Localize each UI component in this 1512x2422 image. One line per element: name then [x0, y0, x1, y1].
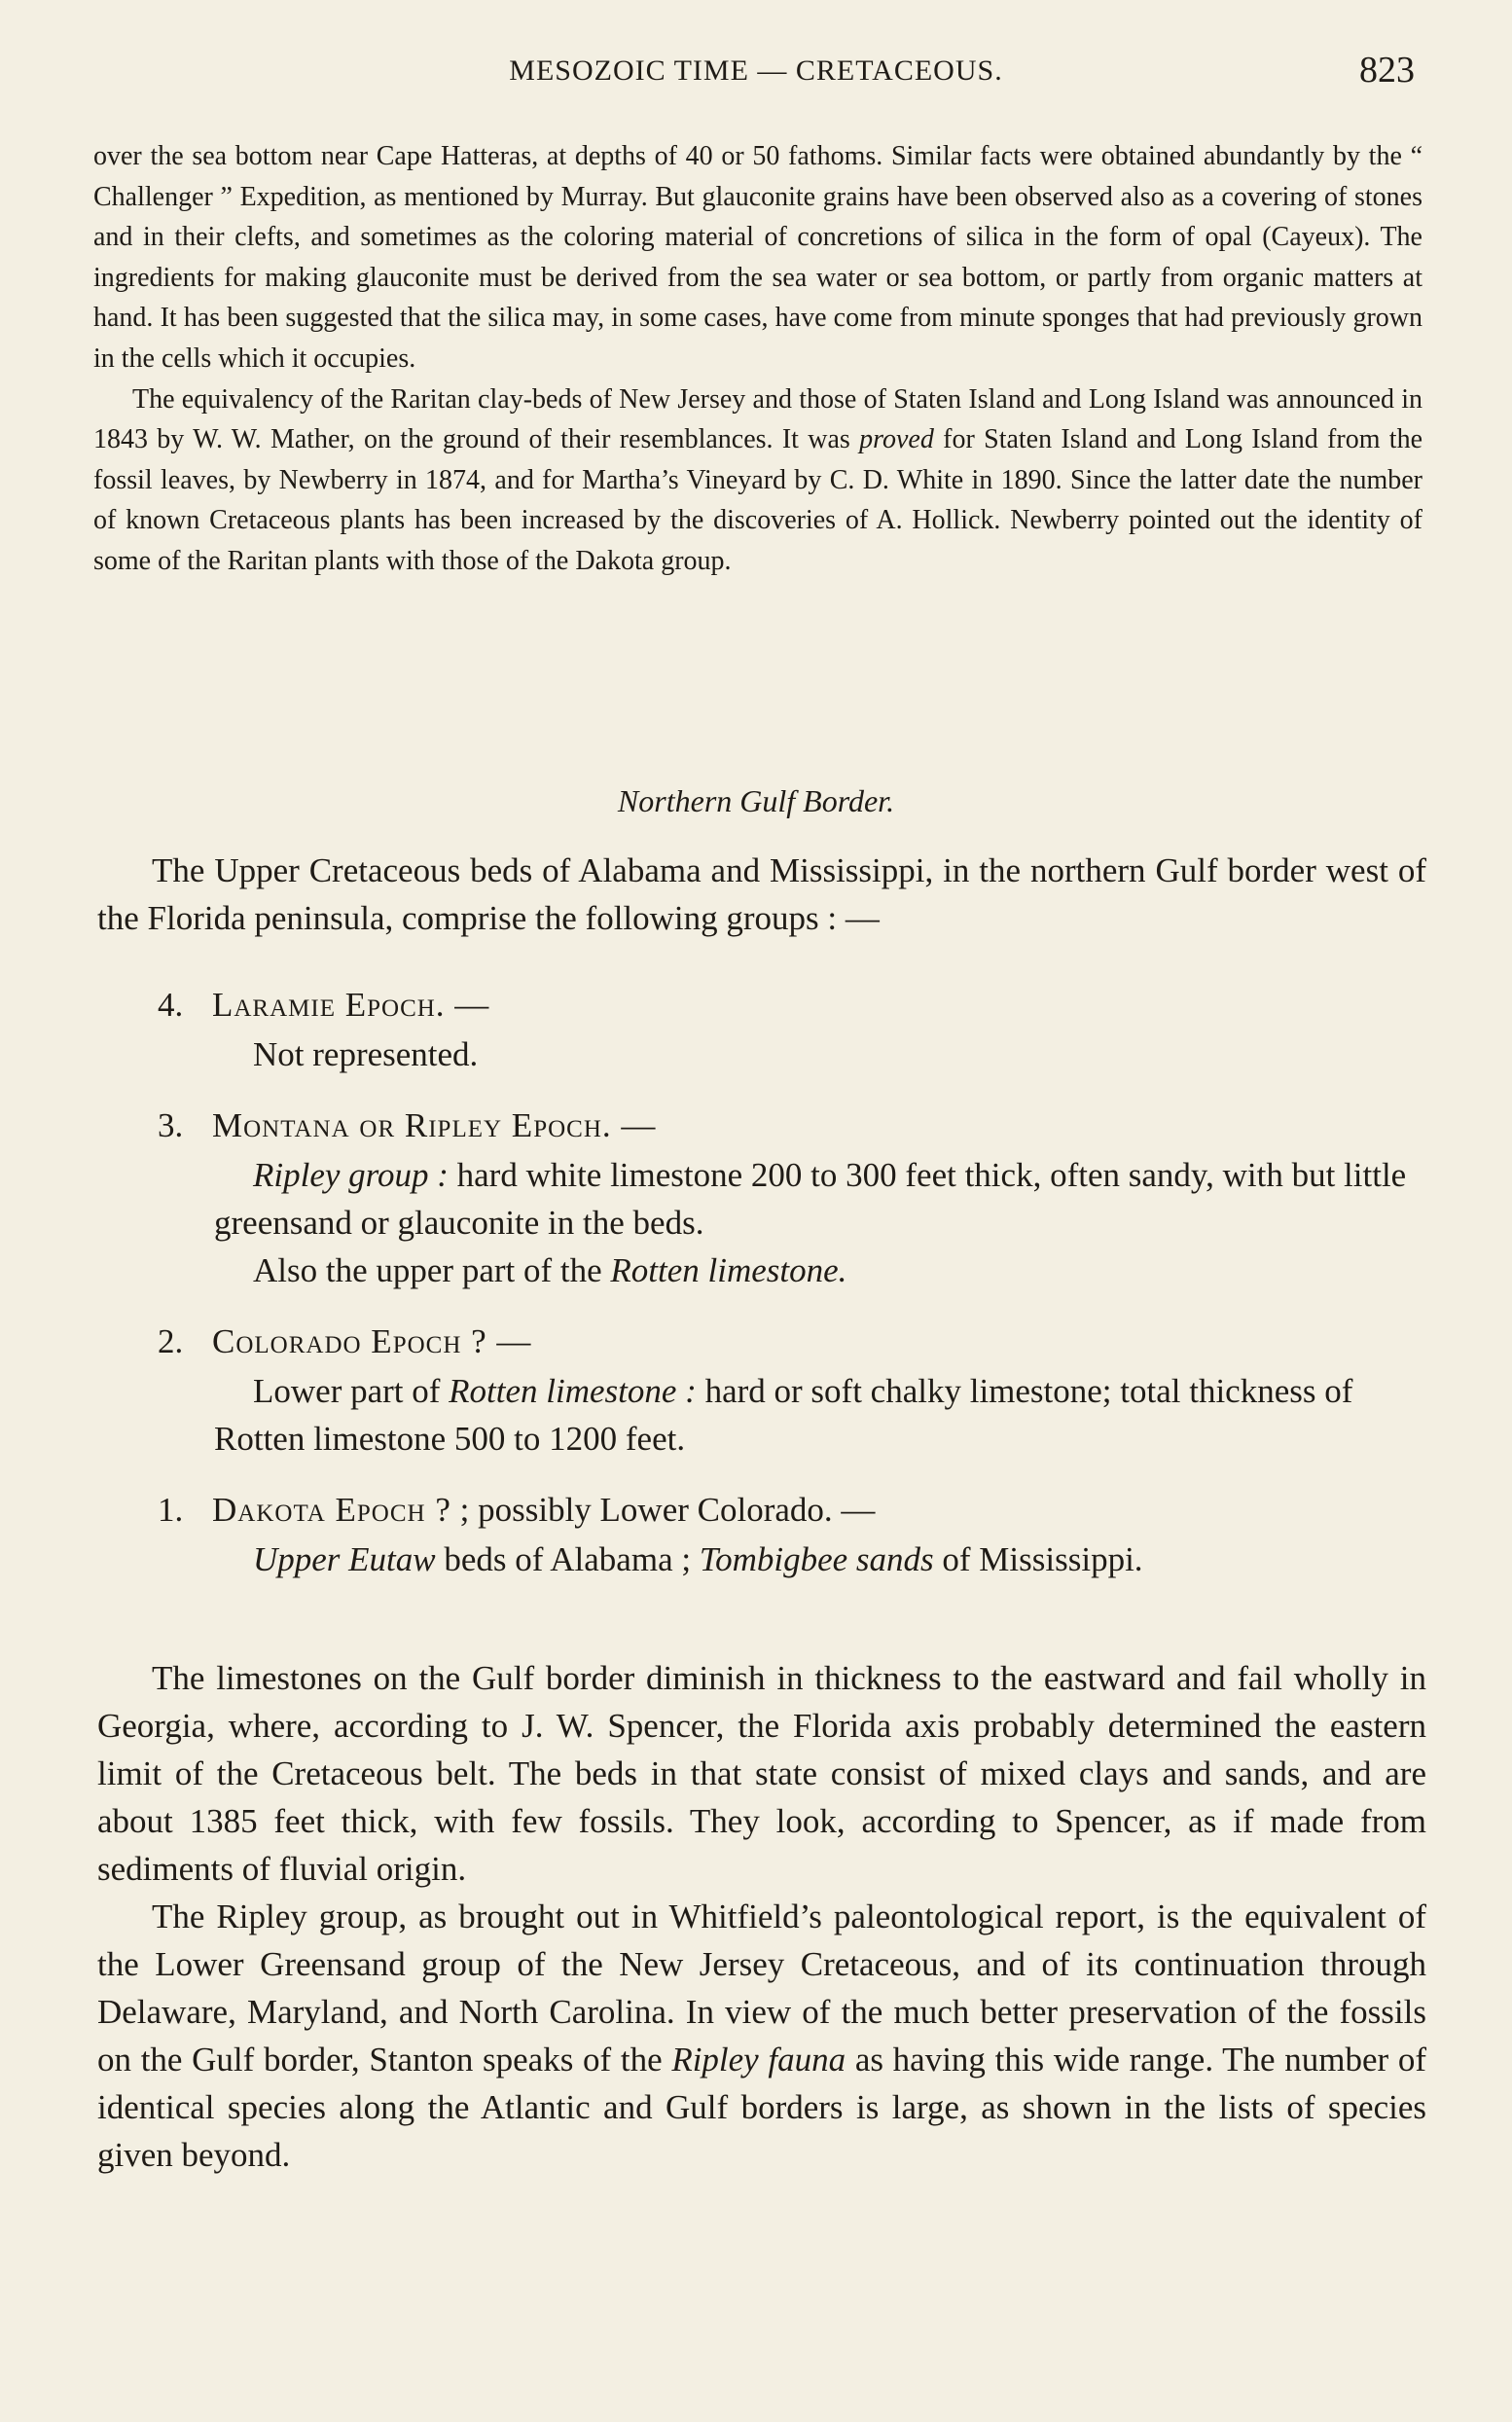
text-span: hard or soft chalky limestone; total thickness of Rotten limestone 500 to 1200 feet. — [214, 1372, 1353, 1458]
italic-span: Ripley group : — [253, 1156, 449, 1194]
text-span: hard white limestone 200 to 300 feet thick, often sandy, with but little greensand or glauconite in the beds. — [214, 1156, 1407, 1242]
text-span: The equivalency of the Raritan clay-beds of New Jersey and those of Staten Island and Long Island was announced in 1843 by W. W. Mather, on the ground of their resemblances. It was — [93, 383, 1422, 455]
text-span: The Ripley group, as brought out in Whitfield’s paleontological report, is the equivalent of the Lower Greensand group of the New Jersey Cretaceous, and of its continuation through Delaware, Maryland, and North Carolina. In view of the much better preservation of the fossils on the Gulf border, Stanton speaks of the — [97, 1898, 1426, 2079]
epoch-item — [97, 1486, 1426, 1583]
text-span: of Mississippi. — [933, 1540, 1143, 1578]
paragraph-ripley — [97, 1893, 1426, 2179]
running-head: MESOZOIC TIME — CRETACEOUS. — [509, 54, 1003, 87]
epoch-heading — [158, 981, 1426, 1029]
italic-span: Tombigbee sands — [699, 1540, 934, 1578]
paragraph-limestones: The limestones on the Gulf border diminish in thickness to the eastward and fail wholly in Georgia, where, according to J. W. Spencer, the Florida axis probably determined the eastern limit of the Cretaceous belt. The beds in that state consist of mixed clays and sands, and are about 1385 feet thick, with few fossils. They look, according to Spencer, as if made from sediments of fluvial origin. — [97, 1659, 1426, 1888]
page-number: 823 — [1359, 50, 1415, 90]
epoch-title-rest: ; possibly Lower Colorado. — — [450, 1491, 876, 1529]
epoch-detail — [214, 1536, 1426, 1583]
epoch-detail — [214, 1151, 1426, 1247]
body-text-large — [97, 1654, 1426, 2179]
epoch-title: Colorado Epoch ? — — [212, 1322, 532, 1360]
text-span: as having this wide range. The number of identical species along the Atlantic and Gulf borders is large, as shown in the lists of species given beyond. — [97, 2041, 1426, 2174]
epoch-list — [97, 981, 1426, 1607]
text-span: Lower part of — [253, 1372, 450, 1410]
paragraph-glauconite: over the sea bottom near Cape Hatteras, at depths of 40 or 50 fathoms. Similar facts were obtained abundantly by the “ Challenger ” Expedition, as mentioned by Murray. But glauconite grains have been observed also as a covering of stones and in their clefts, and sometimes as the coloring material of concretions of silica in the form of opal (Cayeux). The ingredients for making glauconite must be derived from the sea water or sea bottom, or partly from organic matters at hand. It has been suggested that the silica may, in some cases, have come from minute sponges that had previously grown in the cells which it occupies. — [93, 141, 1422, 374]
body-text-small — [93, 136, 1422, 582]
epoch-detail — [214, 1367, 1426, 1463]
epoch-heading — [158, 1102, 1426, 1149]
intro-paragraph: The Upper Cretaceous beds of Alabama and Mississippi, in the northern Gulf border west of the Florida peninsula, comprise the following groups : — — [97, 851, 1426, 937]
epoch-number: 2. — [158, 1322, 184, 1360]
section-title: Northern Gulf Border. — [617, 783, 895, 818]
epoch-heading — [158, 1318, 1426, 1365]
intro-paragraph-block — [97, 847, 1426, 942]
epoch-heading — [158, 1486, 1426, 1534]
epoch-number: 4. — [158, 986, 184, 1024]
epoch-number: 3. — [158, 1106, 184, 1144]
epoch-detail — [214, 1247, 1426, 1294]
page-header — [97, 49, 1415, 97]
text-span: Also the upper part of the — [253, 1251, 611, 1289]
paragraph-raritan — [93, 380, 1422, 582]
italic-span: proved — [859, 424, 934, 455]
epoch-detail: Not represented. — [253, 1035, 479, 1073]
italic-span: Ripley fauna — [671, 2041, 846, 2079]
text-span: beds of Alabama ; — [435, 1540, 700, 1578]
epoch-title: Laramie Epoch. — — [212, 986, 490, 1024]
italic-span: Rotten limestone. — [610, 1251, 847, 1289]
epoch-item — [97, 981, 1426, 1078]
epoch-item — [97, 1318, 1426, 1463]
epoch-title: Dakota Epoch ? — [212, 1491, 451, 1529]
epoch-item — [97, 1102, 1426, 1294]
italic-span: Rotten limestone : — [449, 1372, 697, 1410]
epoch-title: Montana or Ripley Epoch. — — [212, 1106, 657, 1144]
text-span: for Staten Island and Long Island from the fossil leaves, by Newberry in 1874, and for Martha’s Vineyard by C. D. White in 1890. Since the latter date the number of known Cretaceous plants has been increased by the discoveries of A. Hollick. Newberry pointed out the identity of some of the Raritan plants with those of the Dakota group. — [93, 424, 1422, 576]
italic-span: Upper Eutaw — [253, 1540, 436, 1578]
epoch-number: 1. — [158, 1491, 184, 1529]
